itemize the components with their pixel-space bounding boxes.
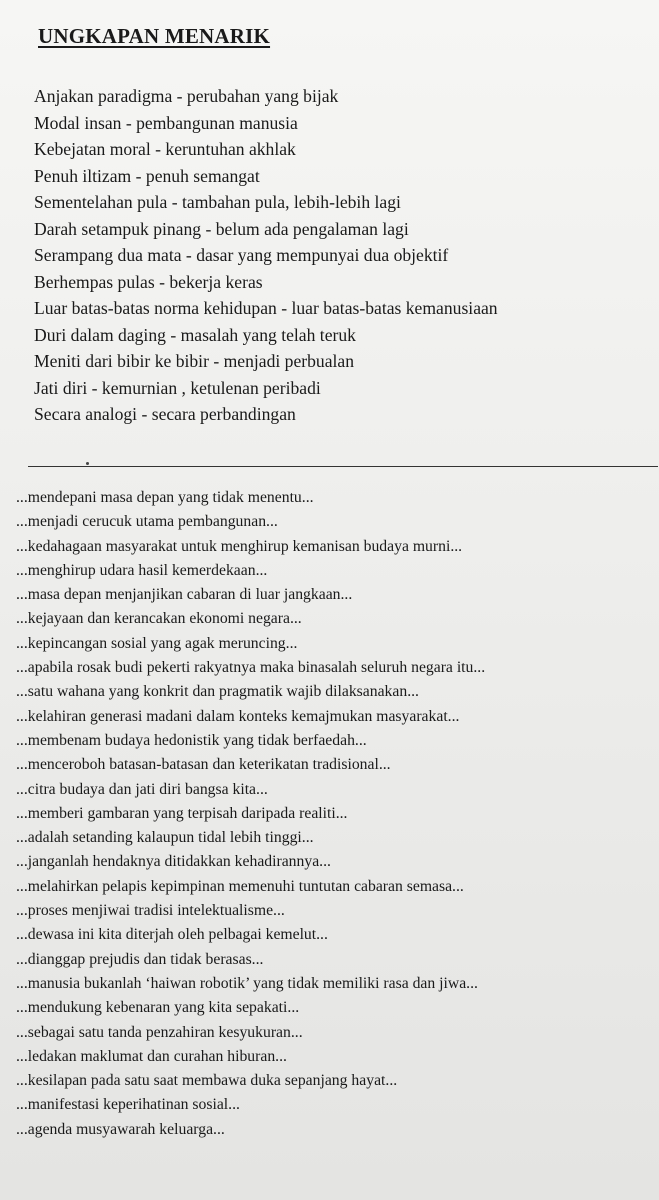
phrase-item: ...melahirkan pelapis kepimpinan memenuhi tuntutan cabaran semasa... — [16, 877, 464, 895]
phrase-item: ...manusia bukanlah ‘haiwan robotik’ yang tidak memiliki rasa dan jiwa... — [16, 974, 478, 992]
phrase-item: ...kejayaan dan kerancakan ekonomi negara... — [16, 610, 302, 628]
phrase-item: ...mendukung kebenaran yang kita sepakati... — [16, 999, 300, 1017]
idiom-item: Jati diri - kemurnian , ketulenan peribadi — [34, 377, 321, 398]
idiom-item: Anjakan paradigma - perubahan yang bijak — [34, 86, 339, 106]
idiom-item: Secara analogi - secara perbandingan — [34, 404, 296, 424]
idiom-item: Meniti dari bibir ke bibir - menjadi perbualan — [34, 351, 355, 371]
phrase-item: ...agenda musyawarah keluarga... — [16, 1120, 225, 1138]
idiom-item: Duri dalam daging - masalah yang telah teruk — [34, 324, 356, 345]
phrase-item: ...membenam budaya hedonistik yang tidak berfaedah... — [16, 731, 367, 749]
phrase-item: ...citra budaya dan jati diri bangsa kita... — [16, 780, 268, 798]
stray-dot — [86, 462, 89, 465]
phrase-item: ...adalah setanding kalaupun tidal lebih tinggi... — [16, 829, 314, 847]
page-title: UNGKAPAN MENARIK — [38, 24, 271, 48]
phrase-item: ...sebagai satu tanda penzahiran kesyukuran... — [16, 1023, 303, 1041]
idiom-item: Penuh iltizam - penuh semangat — [34, 165, 260, 186]
idiom-item: Luar batas-batas norma kehidupan - luar batas-batas kemanusiaan — [34, 298, 498, 318]
phrase-item: ...kelahiran generasi madani dalam konteks kemajmukan masyarakat... — [16, 707, 460, 725]
phrase-item: ...janganlah hendaknya ditidakkan kehadirannya... — [16, 853, 331, 871]
idiom-list — [34, 83, 498, 428]
idiom-item: Sementelahan pula - tambahan pula, lebih-lebih lagi — [34, 192, 401, 212]
phrase-item: ...dewasa ini kita diterjah oleh pelbagai kemelut... — [16, 926, 328, 944]
idiom-item: Darah setampuk pinang - belum ada pengalaman lagi — [34, 218, 409, 239]
phrase-item: ...kedahagaan masyarakat untuk menghirup kemanisan budaya murni... — [16, 537, 463, 555]
phrase-item: ...ledakan maklumat dan curahan hiburan... — [16, 1047, 287, 1065]
phrase-item: ...menceroboh batasan-batasan dan keterikatan tradisional... — [16, 756, 391, 774]
idiom-item: Modal insan - pembangunan manusia — [34, 112, 298, 133]
phrase-item: ...masa depan menjanjikan cabaran di luar jangkaan... — [16, 586, 353, 604]
phrase-item: ...dianggap prejudis dan tidak berasas... — [16, 950, 264, 968]
phrase-item: ...satu wahana yang konkrit dan pragmatik wajib dilaksanakan... — [16, 683, 419, 701]
section-divider — [28, 466, 658, 467]
phrase-item: ...proses menjiwai tradisi intelektualisme... — [16, 902, 285, 920]
phrase-item: ...kepincangan sosial yang agak meruncing... — [16, 634, 298, 652]
phrase-item: ...menjadi cerucuk utama pembangunan... — [16, 513, 278, 531]
phrase-item: ...kesilapan pada satu saat membawa duka sepanjang hayat... — [16, 1072, 398, 1090]
idiom-item: Serampang dua mata - dasar yang mempunyai dua objektif — [34, 245, 449, 265]
phrase-item: ...memberi gambaran yang terpisah daripada realiti... — [16, 804, 348, 822]
phrase-list — [16, 486, 485, 1142]
phrase-item: ...apabila rosak budi pekerti rakyatnya maka binasalah seluruh negara itu... — [16, 659, 486, 677]
idiom-item: Kebejatan moral - keruntuhan akhlak — [34, 139, 296, 159]
phrase-item: ...manifestasi keperihatinan sosial... — [16, 1096, 240, 1114]
phrase-item: ...mendepani masa depan yang tidak menentu... — [16, 489, 314, 506]
idiom-item: Berhempas pulas - bekerja keras — [34, 271, 263, 292]
phrase-item: ...menghirup udara hasil kemerdekaan... — [16, 561, 268, 579]
